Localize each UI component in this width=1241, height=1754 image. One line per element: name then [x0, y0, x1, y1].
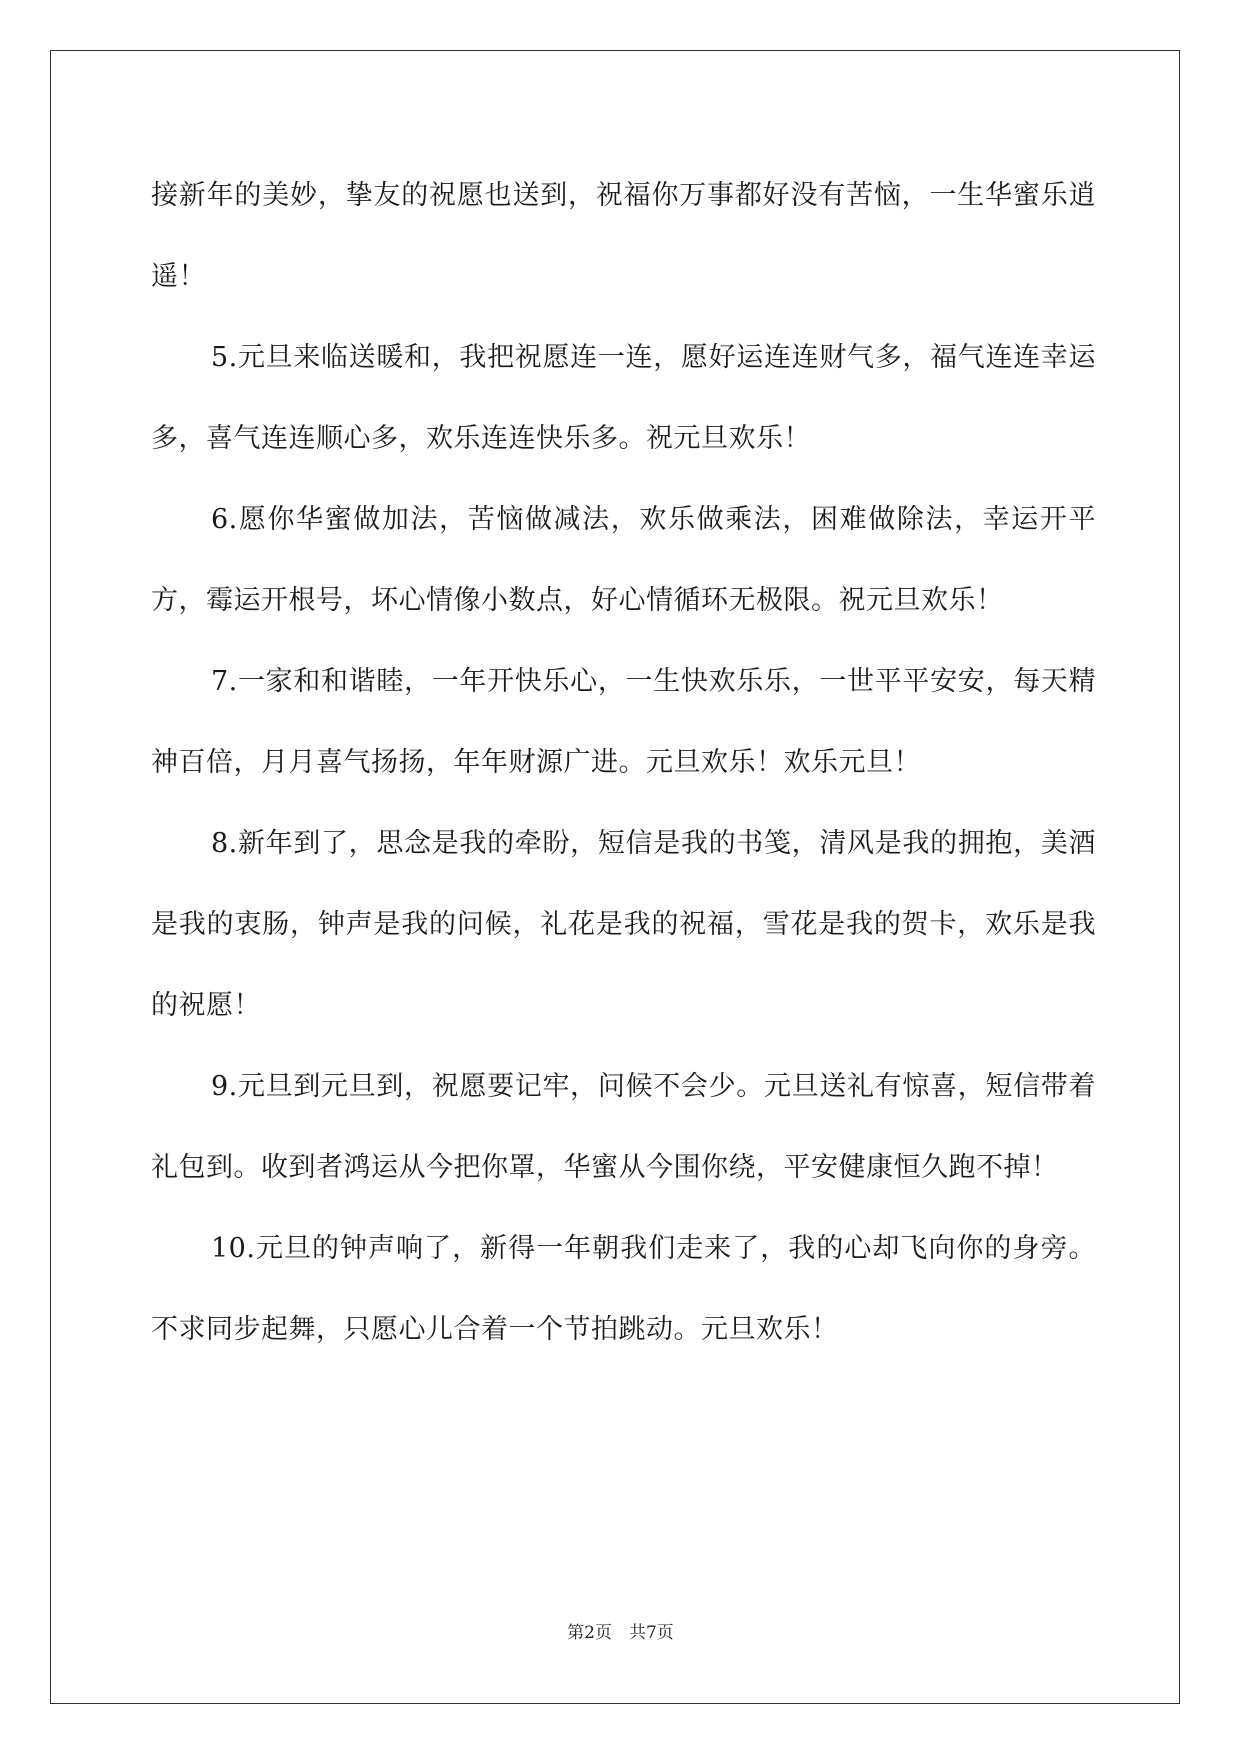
page-number-footer: 第2页 共7页 [567, 1623, 674, 1643]
paragraph-10: 10.元旦的钟声响了，新得一年朝我们走来了，我的心却飞向你的身旁。不求同步起舞，只愿心儿合着一个节拍跳动。元旦欢乐！ [151, 1233, 1096, 1345]
document-body [151, 155, 1096, 1370]
paragraph-8: 8.新年到了，思念是我的牵盼，短信是我的书笺，清风是我的拥抱，美酒是我的衷肠，钟声是我的问候，礼花是我的祝福，雪花是我的贺卡，欢乐是我的祝愿！ [151, 828, 1096, 1021]
paragraph-9: 9.元旦到元旦到，祝愿要记牢，问候不会少。元旦送礼有惊喜，短信带着礼包到。收到者鸿运从今把你罩，华蜜从今围你绕，平安健康恒久跑不掉！ [151, 1071, 1096, 1183]
paragraph-7: 7.一家和和谐睦，一年开快乐心，一生快欢乐乐，一世平平安安，每天精神百倍，月月喜气扬扬，年年财源广进。元旦欢乐！欢乐元旦！ [151, 666, 1096, 778]
paragraph-5: 5.元旦来临送暖和，我把祝愿连一连，愿好运连连财气多，福气连连幸运多，喜气连连顺心多，欢乐连连快乐多。祝元旦欢乐！ [151, 342, 1096, 454]
paragraph-6: 6.愿你华蜜做加法，苦恼做减法，欢乐做乘法，困难做除法，幸运开平方，霉运开根号，坏心情像小数点，好心情循环无极限。祝元旦欢乐！ [151, 504, 1096, 616]
paragraph-continuation: 接新年的美妙，挚友的祝愿也送到，祝福你万事都好没有苦恼，一生华蜜乐逍遥！ [151, 180, 1096, 292]
